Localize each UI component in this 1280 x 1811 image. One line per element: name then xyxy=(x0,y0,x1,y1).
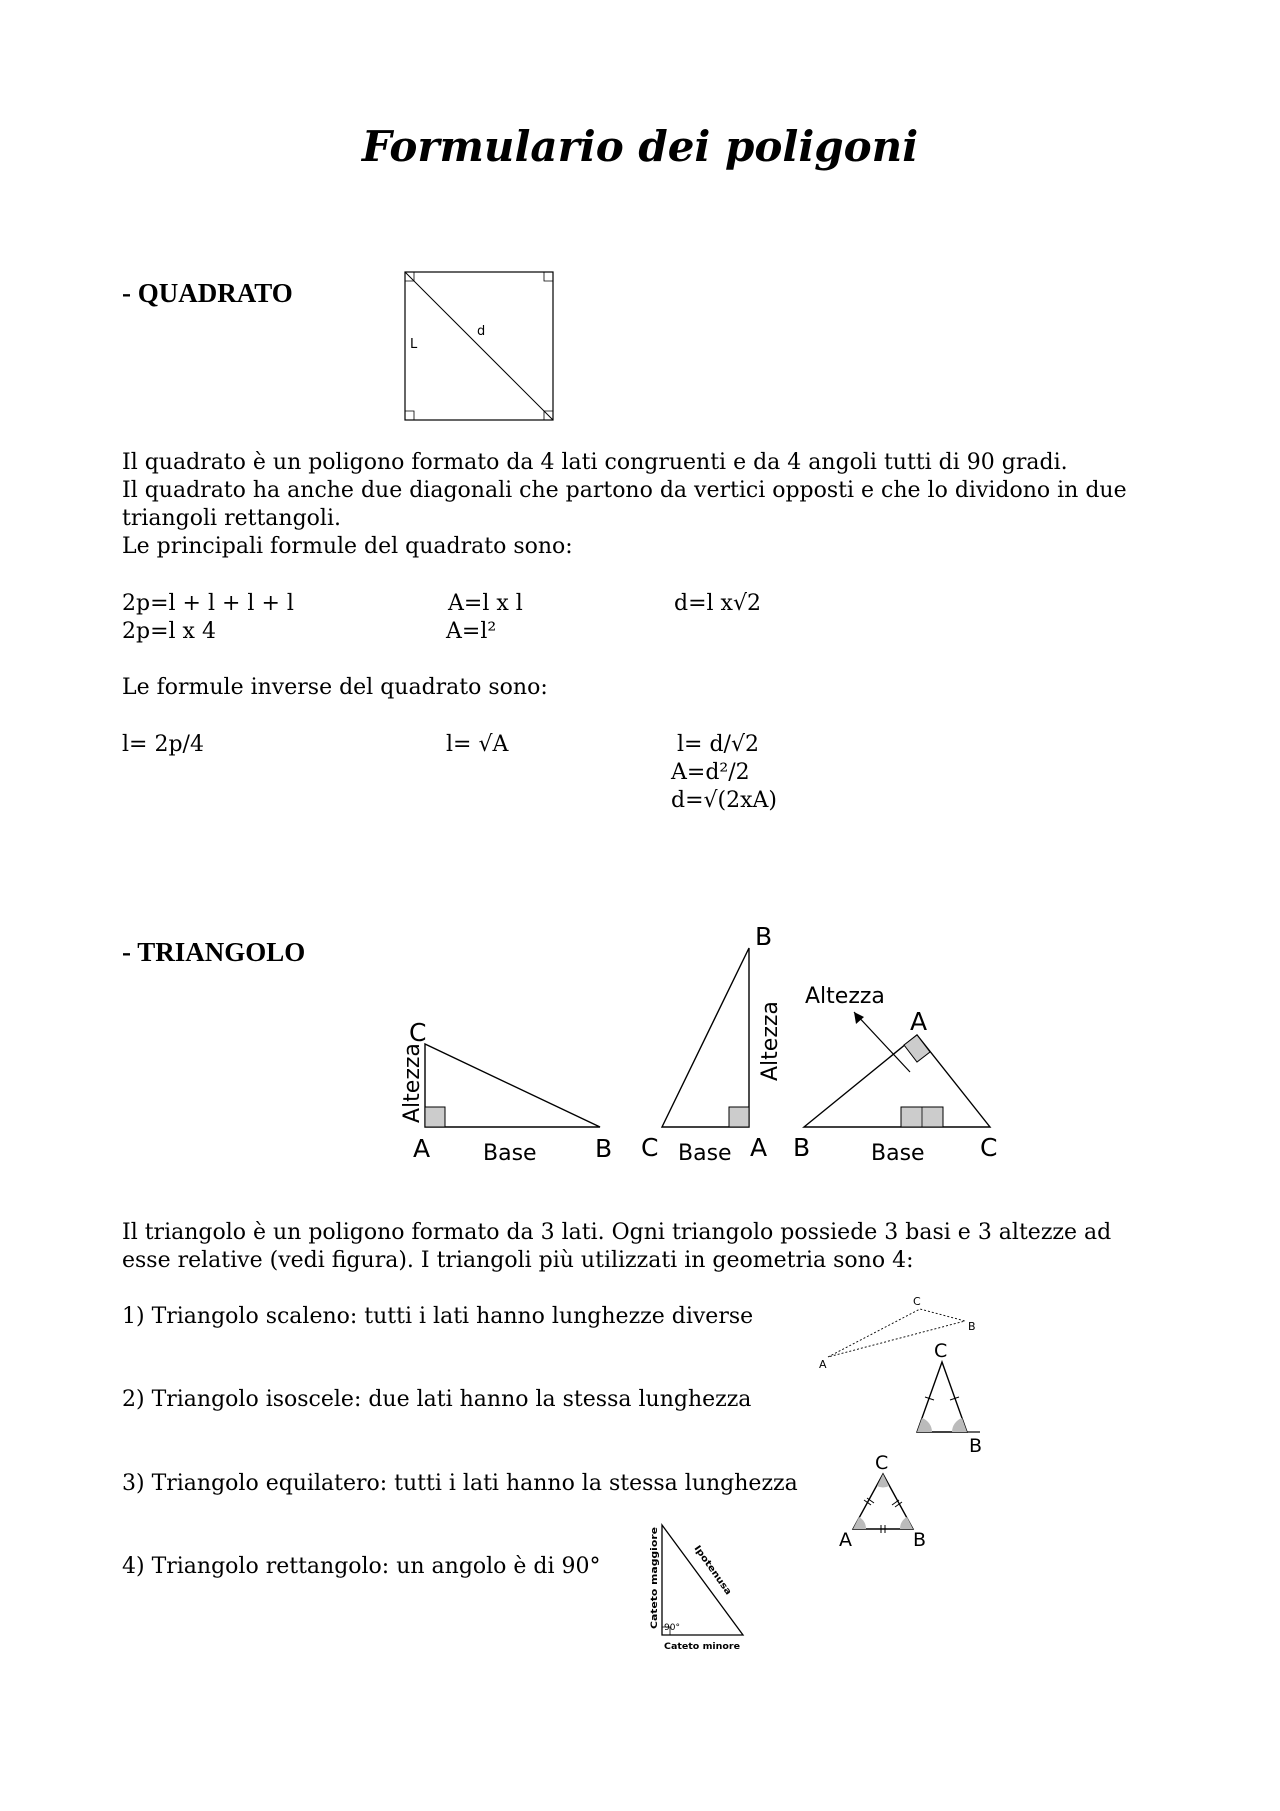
triangle-type-scaleno: 1) Triangolo scaleno: tutti i lati hanno lunghezze diverse xyxy=(122,1304,754,1329)
square-diagonal-label: d xyxy=(477,324,486,339)
equilatero-vertex-a: A xyxy=(839,1529,852,1551)
isoscele-figure xyxy=(905,1340,995,1457)
quadrato-paragraph-1: Il quadrato è un poligono formato da 4 lati congruenti e da 4 angoli tutti di 90 gradi. xyxy=(122,450,1068,475)
rettangolo-ipotenusa: Ipotenusa xyxy=(691,1543,729,1592)
isoscele-vertex-b: B xyxy=(969,1435,983,1457)
inverse-side-area: l= √A xyxy=(446,732,509,757)
triangle-type-isoscele: 2) Triangolo isoscele: due lati hanno la stessa lunghezza xyxy=(122,1387,752,1412)
tri1-vertex-left: A xyxy=(413,1134,431,1163)
tri2-vertex-left: C xyxy=(641,1133,659,1162)
triangolo-paragraph-2: esse relative (vedi figura). I triangoli più utilizzati in geometria sono 4: xyxy=(122,1248,914,1273)
tri3-base-label: Base xyxy=(871,1141,925,1166)
scaleno-vertex-c: C xyxy=(913,1295,921,1308)
inverse-side-diagonal: l= d/√2 xyxy=(677,732,759,757)
equilatero-vertex-c: C xyxy=(875,1452,889,1474)
tri3-vertex-left: B xyxy=(793,1133,811,1162)
formula-area-pow: A=l² xyxy=(446,619,497,644)
tri1-vertex-right: B xyxy=(595,1134,613,1163)
scaleno-vertex-a: A xyxy=(819,1358,827,1371)
quadrato-paragraph-4: Le principali formule del quadrato sono: xyxy=(122,534,573,559)
quadrato-paragraph-3: triangoli rettangoli. xyxy=(122,506,341,531)
tri3-vertex-right: C xyxy=(980,1133,998,1162)
triangle-type-equilatero: 3) Triangolo equilatero: tutti i lati hanno la stessa lunghezza xyxy=(122,1471,798,1496)
triangolo-paragraph-1: Il triangolo è un poligono formato da 3 lati. Ogni triangolo possiede 3 basi e 3 altezze ad xyxy=(122,1220,1112,1245)
formula-area-mult: A=l x l xyxy=(448,591,523,616)
tri1-vertex-top: C xyxy=(409,1018,427,1047)
triangles-figure xyxy=(380,920,1020,1170)
equilatero-vertex-b: B xyxy=(913,1529,927,1551)
triangolo-heading: - TRIANGOLO xyxy=(122,937,306,967)
quadrato-heading: - QUADRATO xyxy=(122,278,293,308)
formula-perimeter-sum: 2p=l + l + l + l xyxy=(122,591,294,616)
inverse-area-diagonal: A=d²/2 xyxy=(671,760,750,785)
tri2-base-label: Base xyxy=(678,1141,732,1166)
triangle-type-rettangolo: 4) Triangolo rettangolo: un angolo è di 90° xyxy=(122,1554,601,1579)
tri2-height-label: Altezza xyxy=(758,1001,783,1081)
quadrato-paragraph-2: Il quadrato ha anche due diagonali che partono da vertici opposti e che lo dividono in due xyxy=(122,478,1127,503)
square-side-label: L xyxy=(410,337,418,352)
rettangolo-cateto-minore: Cateto minore xyxy=(664,1642,740,1652)
inverse-intro: Le formule inverse del quadrato sono: xyxy=(122,675,548,700)
formula-diagonal: d=l x√2 xyxy=(674,591,761,616)
rettangolo-cateto-maggiore: Cateto maggiore xyxy=(650,1544,660,1629)
scaleno-vertex-b: B xyxy=(968,1320,976,1333)
page-title: Formulario dei poligoni xyxy=(361,122,919,171)
tri3-height-label: Altezza xyxy=(805,984,885,1009)
isoscele-vertex-c: C xyxy=(934,1340,948,1362)
formula-perimeter-mult: 2p=l x 4 xyxy=(122,619,216,644)
square-figure xyxy=(404,271,554,421)
tri1-height-label: Altezza xyxy=(400,1043,425,1123)
inverse-diagonal-area: d=√(2xA) xyxy=(671,788,777,813)
rettangolo-figure xyxy=(640,1515,760,1655)
tri1-base-label: Base xyxy=(483,1141,537,1166)
equilatero-figure xyxy=(835,1452,935,1551)
tri3-vertex-top: A xyxy=(910,1007,928,1036)
rettangolo-angle-label: 90° xyxy=(664,1623,680,1633)
tri2-vertex-right: A xyxy=(750,1133,768,1162)
tri2-vertex-top: B xyxy=(755,922,773,951)
inverse-side-perimeter: l= 2p/4 xyxy=(122,732,204,757)
